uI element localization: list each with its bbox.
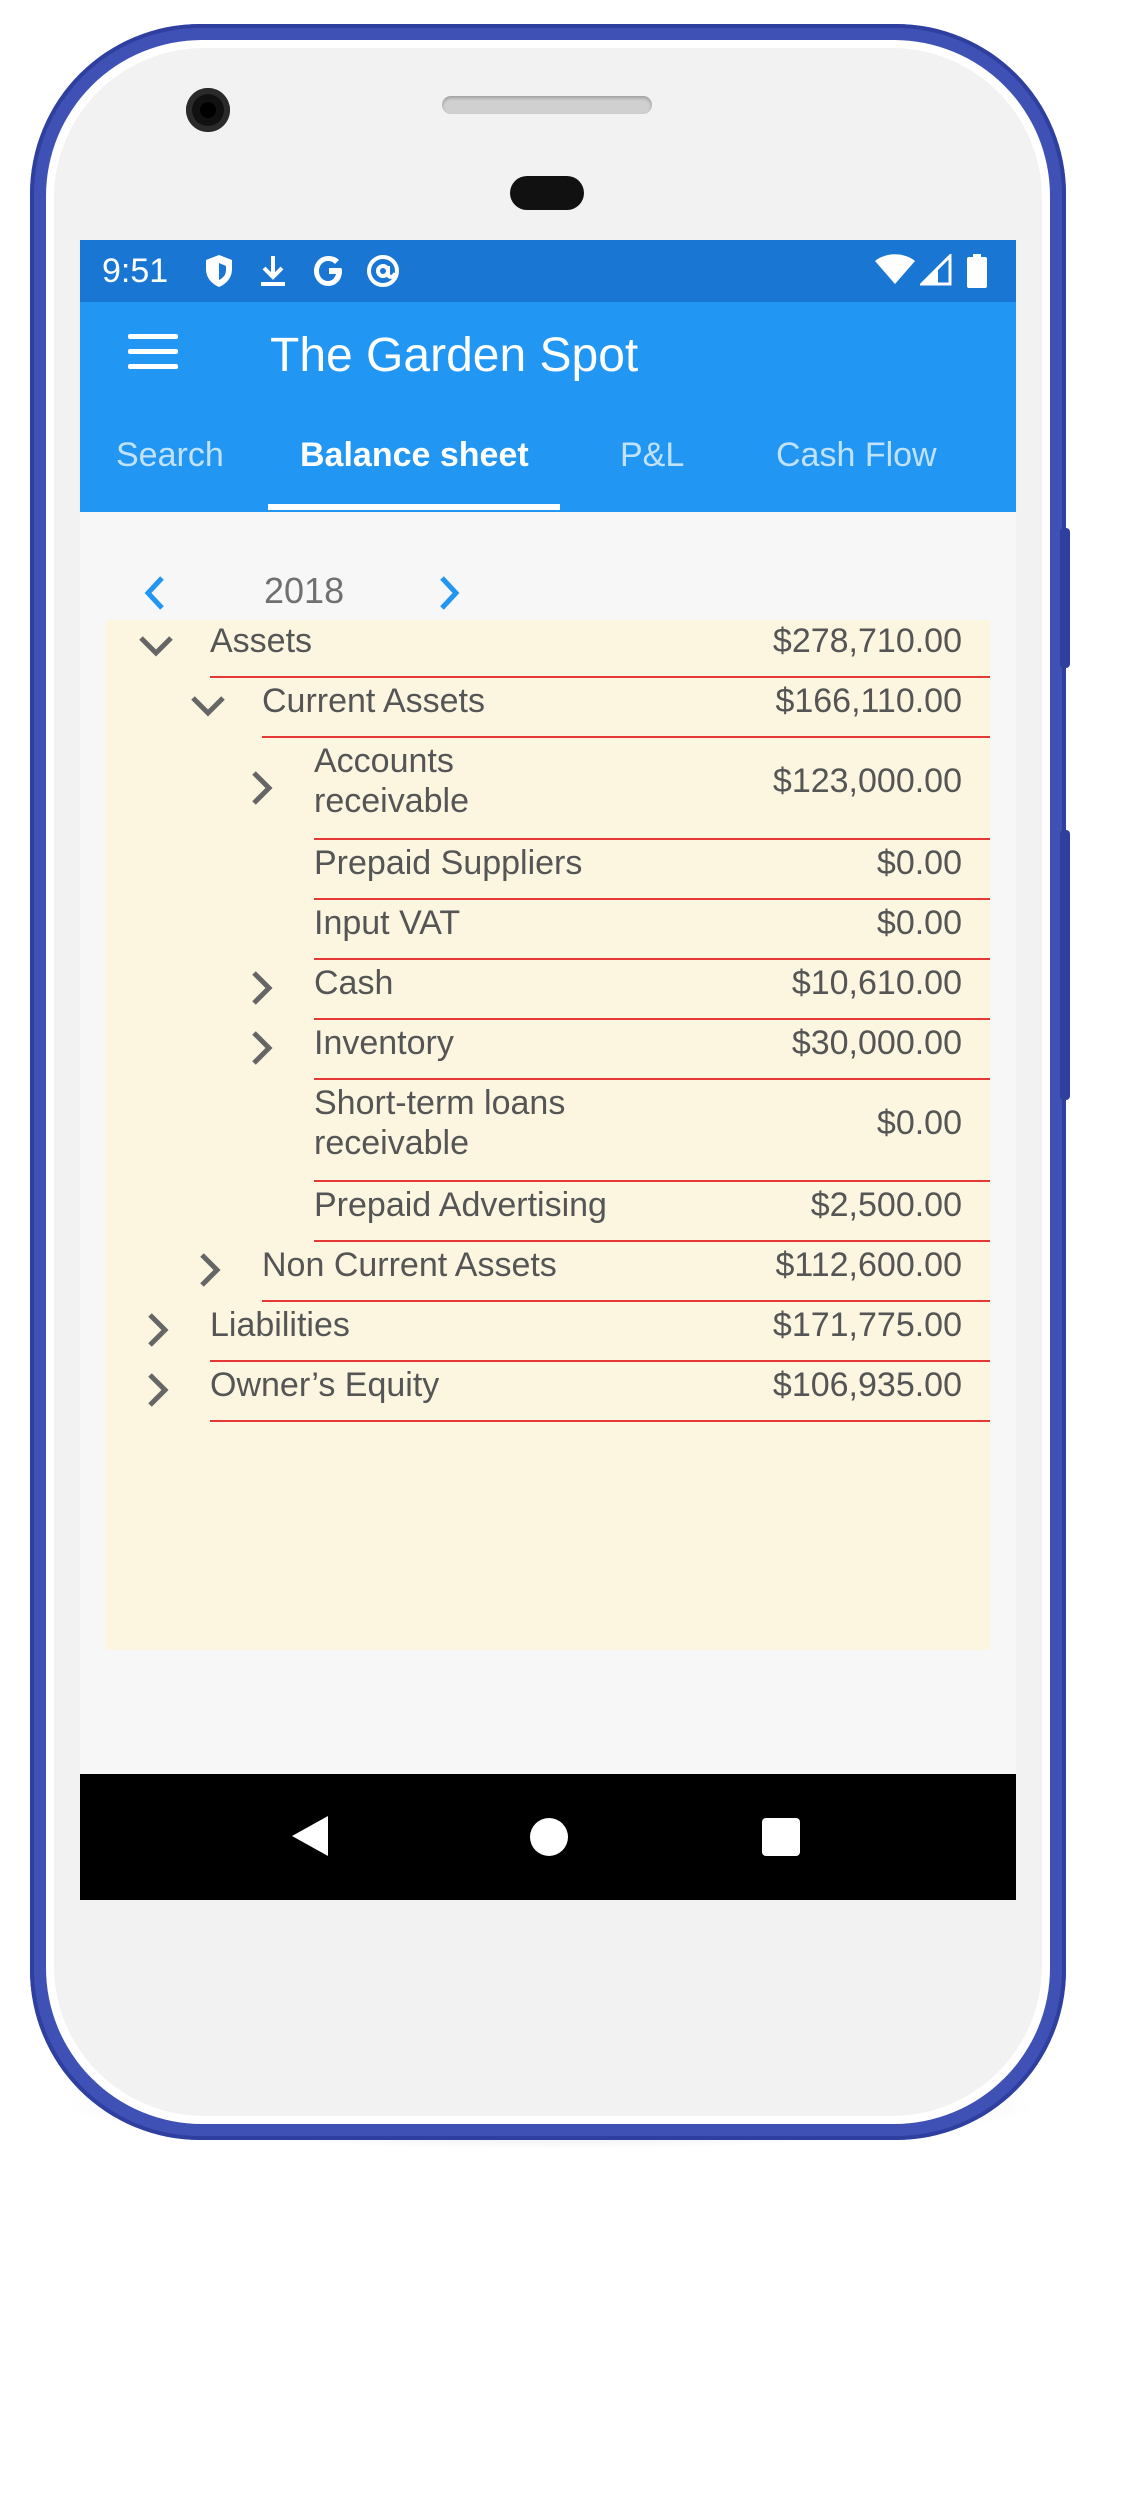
tree-row-inventory[interactable] xyxy=(314,1022,990,1082)
row-divider xyxy=(210,676,990,678)
chevron-right-icon[interactable] xyxy=(146,1312,170,1348)
row-divider xyxy=(314,1180,990,1182)
row-label-line1: Accounts xyxy=(314,742,454,780)
active-tab-indicator xyxy=(268,504,560,510)
proximity-sensor xyxy=(510,176,584,210)
row-amount: $0.00 xyxy=(876,904,962,942)
wifi-icon xyxy=(874,254,916,286)
tree-row-cash[interactable] xyxy=(314,962,990,1022)
battery-icon xyxy=(966,254,988,288)
row-divider xyxy=(314,1240,990,1242)
download-icon xyxy=(258,254,288,288)
row-label: Liabilities xyxy=(210,1306,350,1344)
tree-row-liabilities[interactable] xyxy=(210,1304,990,1364)
earpiece-speaker xyxy=(442,96,652,114)
row-divider xyxy=(314,838,990,840)
chevron-right-icon[interactable] xyxy=(198,1252,222,1288)
signal-icon xyxy=(920,254,952,286)
chevron-right-icon[interactable] xyxy=(146,1372,170,1408)
front-camera xyxy=(186,88,230,132)
tree-row-current-assets[interactable] xyxy=(262,680,990,740)
tree-row-input-vat[interactable] xyxy=(314,902,990,962)
google-icon xyxy=(312,254,346,288)
chevron-left-icon[interactable] xyxy=(142,574,168,612)
tree-row-prepaid-advertising[interactable] xyxy=(314,1184,990,1244)
status-bar xyxy=(80,240,1016,302)
tab-pl[interactable]: P&L xyxy=(620,436,685,474)
row-divider xyxy=(314,1078,990,1080)
row-divider xyxy=(210,1420,990,1422)
row-divider xyxy=(314,958,990,960)
row-label: Prepaid Suppliers xyxy=(314,844,583,882)
row-label: Owner’s Equity xyxy=(210,1366,440,1404)
tab-search[interactable]: Search xyxy=(116,436,224,474)
year-label: 2018 xyxy=(264,570,345,611)
system-nav-bar xyxy=(80,1774,1016,1900)
row-divider xyxy=(314,898,990,900)
tree-row-owners-equity[interactable] xyxy=(210,1364,990,1424)
chevron-right-icon[interactable] xyxy=(250,970,274,1006)
tree-row-non-current-assets[interactable] xyxy=(262,1244,990,1304)
row-label-line1: Short-term loans xyxy=(314,1084,566,1122)
chevron-right-icon[interactable] xyxy=(250,1030,274,1066)
recent-apps-icon[interactable] xyxy=(762,1818,800,1856)
row-amount: $10,610.00 xyxy=(791,964,962,1002)
chevron-down-icon[interactable] xyxy=(190,694,226,718)
chevron-right-icon[interactable] xyxy=(250,770,274,806)
status-time: 9:51 xyxy=(102,252,169,290)
row-label: Input VAT xyxy=(314,904,461,942)
chevron-down-icon[interactable] xyxy=(138,634,174,658)
row-divider xyxy=(210,1360,990,1362)
tab-cash-flow[interactable]: Cash Flow xyxy=(776,436,937,474)
row-label: Current Assets xyxy=(262,682,485,720)
hamburger-menu-icon[interactable] xyxy=(128,334,182,374)
row-amount: $112,600.00 xyxy=(775,1246,962,1284)
row-amount: $0.00 xyxy=(876,1104,962,1142)
app-title: The Garden Spot xyxy=(270,329,639,382)
tab-balance-sheet[interactable]: Balance sheet xyxy=(300,436,529,474)
row-amount: $171,775.00 xyxy=(772,1306,962,1344)
row-amount: $106,935.00 xyxy=(772,1366,962,1404)
row-divider xyxy=(262,736,990,738)
at-sign-icon xyxy=(366,254,400,288)
row-label: Cash xyxy=(314,964,394,1002)
row-label: Assets xyxy=(210,622,313,660)
home-icon[interactable] xyxy=(530,1818,568,1856)
row-divider xyxy=(314,1018,990,1020)
tree-row-accounts-receivable[interactable] xyxy=(314,740,990,842)
app-bar xyxy=(80,302,1016,408)
shield-icon xyxy=(204,254,234,288)
tab-bar xyxy=(80,408,1016,512)
power-button xyxy=(1060,830,1070,1100)
balance-sheet-tree xyxy=(106,620,990,1650)
row-amount: $2,500.00 xyxy=(810,1186,962,1224)
row-divider xyxy=(262,1300,990,1302)
phone-screen xyxy=(80,240,1016,1900)
row-amount: $166,110.00 xyxy=(775,682,962,720)
row-amount: $30,000.00 xyxy=(791,1024,962,1062)
row-label: Prepaid Advertising xyxy=(314,1186,607,1224)
balance-sheet-content xyxy=(80,512,1016,1774)
volume-button xyxy=(1060,528,1070,668)
row-amount: $278,710.00 xyxy=(772,622,962,660)
row-label: Non Current Assets xyxy=(262,1246,557,1284)
row-label: Inventory xyxy=(314,1024,454,1062)
chevron-right-icon[interactable] xyxy=(436,574,462,612)
tree-row-assets[interactable] xyxy=(210,620,990,680)
row-label-line2: receivable xyxy=(314,1124,469,1162)
tree-row-short-term-loans[interactable] xyxy=(314,1082,990,1184)
tree-row-prepaid-suppliers[interactable] xyxy=(314,842,990,902)
row-label-line2: receivable xyxy=(314,782,469,820)
back-icon[interactable] xyxy=(292,1816,328,1856)
row-amount: $123,000.00 xyxy=(772,762,962,800)
row-amount: $0.00 xyxy=(876,844,962,882)
